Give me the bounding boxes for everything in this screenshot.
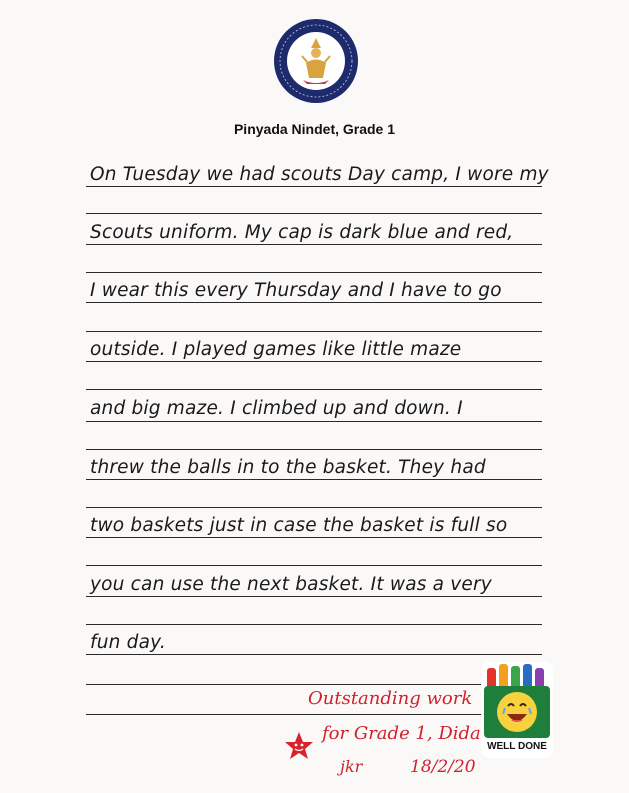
writing-rule [86,213,542,214]
journal-line: outside. I played games like little maze [90,339,462,360]
writing-rule [86,624,542,625]
crayon-box-icon [481,662,553,742]
writing-rule [86,684,542,685]
journal-line: two baskets just in case the basket is full so [90,515,508,536]
school-logo [273,18,359,104]
journal-line: Scouts uniform. My cap is dark blue and red, [90,222,514,243]
teacher-comment-line: for Grade 1, Dida [322,723,481,744]
student-name-heading: Pinyada Nindet, Grade 1 [233,121,396,137]
writing-rule [86,302,542,303]
writing-rule [86,421,542,422]
star-sticker-icon [284,731,314,761]
writing-rule [86,186,542,187]
journal-line: I wear this every Thursday and I have to go [90,280,502,301]
journal-line: threw the balls in to the basket. They had [90,457,486,478]
comment-date: 18/2/20 [410,757,476,777]
writing-rule [86,389,542,390]
writing-rule [86,596,542,597]
teacher-comment-line: Outstanding work [308,688,473,709]
writing-rule [86,507,542,508]
writing-rule [86,537,542,538]
journal-line: and big maze. I climbed up and down. I [90,398,463,419]
writing-rule [86,654,542,655]
writing-rule [86,479,542,480]
writing-rule [86,244,542,245]
sticker-label: WELL DONE [487,741,547,752]
teacher-signature: jkr [340,757,363,776]
journal-line: you can use the next basket. It was a very [90,574,492,595]
journal-line: On Tuesday we had scouts Day camp, I wore my [90,164,549,185]
writing-rule [86,361,542,362]
writing-rule [86,565,542,566]
well-done-sticker [481,662,553,758]
writing-rule [86,272,542,273]
writing-rule [86,714,542,715]
writing-rule [86,331,542,332]
writing-rule [86,449,542,450]
journal-line: fun day. [90,632,166,653]
